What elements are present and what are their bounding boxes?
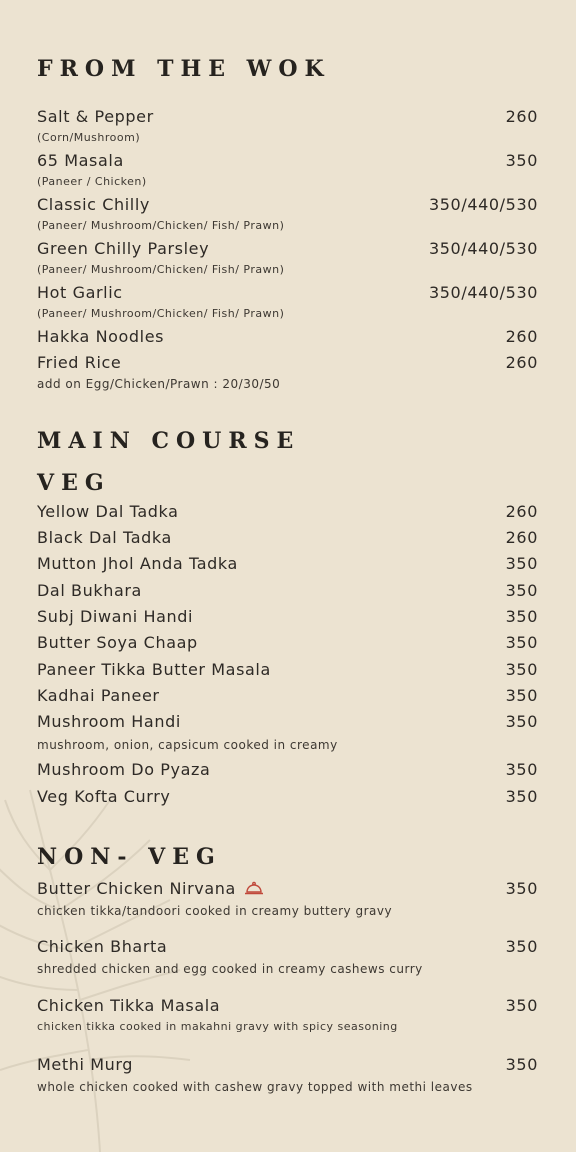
menu-item: Butter Soya Chaap 350 [37, 632, 538, 652]
menu-item: Kadhai Paneer 350 [37, 685, 538, 705]
menu-item: Dal Bukhara 350 [37, 580, 538, 600]
menu-item: Salt & Pepper 260 [37, 106, 538, 126]
cloche-icon [244, 880, 264, 896]
menu-item: Fried Rice 260 [37, 352, 538, 372]
menu-item: Methi Murg 350 [37, 1054, 538, 1074]
menu-item-note: (Paneer / Chicken) [37, 175, 147, 188]
menu-item-note: (Paneer/ Mushroom/Chicken/ Fish/ Prawn) [37, 219, 285, 232]
menu-item: Paneer Tikka Butter Masala 350 [37, 659, 538, 679]
menu-item: Yellow Dal Tadka 260 [37, 501, 538, 521]
menu-item: Hot Garlic 350/440/530 [37, 282, 538, 302]
menu-item: Mushroom Do Pyaza 350 [37, 759, 538, 779]
menu-item: Mushroom Handi 350 [37, 711, 538, 731]
menu-item-note: (Paneer/ Mushroom/Chicken/ Fish/ Prawn) [37, 263, 285, 276]
menu-item: Chicken Tikka Masala 350 [37, 995, 538, 1015]
menu-item-note: add on Egg/Chicken/Prawn : 20/30/50 [37, 377, 281, 391]
menu-item: Classic Chilly 350/440/530 [37, 194, 538, 214]
menu-item-note: (Paneer/ Mushroom/Chicken/ Fish/ Prawn) [37, 307, 285, 320]
menu-item: Chicken Bharta 350 [37, 936, 538, 956]
menu-item: Mutton Jhol Anda Tadka 350 [37, 553, 538, 573]
section-heading-non-veg: NON- VEG [37, 844, 222, 870]
menu-item: 65 Masala 350 [37, 150, 538, 170]
menu-item: Butter Chicken Nirvana 350 [37, 878, 538, 898]
menu-item-note: chicken tikka/tandoori cooked in creamy buttery gravy [37, 904, 393, 918]
menu-item: Subj Diwani Handi 350 [37, 606, 538, 626]
menu-item-note: shredded chicken and egg cooked in creamy cashews curry [37, 962, 423, 976]
menu-item-note: (Corn/Mushroom) [37, 131, 141, 144]
menu-item: Veg Kofta Curry 350 [37, 786, 538, 806]
menu-item-note: mushroom, onion, capsicum cooked in creamy [37, 738, 338, 752]
section-heading-main-course: MAIN COURSE [37, 428, 301, 454]
menu-item: Black Dal Tadka 260 [37, 527, 538, 547]
menu-item-note: whole chicken cooked with cashew gravy topped with methi leaves [37, 1080, 473, 1094]
menu-item: Green Chilly Parsley 350/440/530 [37, 238, 538, 258]
section-heading-veg: VEG [37, 470, 111, 496]
section-heading-wok: FROM THE WOK [37, 56, 331, 82]
menu-item: Hakka Noodles 260 [37, 326, 538, 346]
menu-item-note: chicken tikka cooked in makahni gravy with spicy seasoning [37, 1020, 398, 1033]
